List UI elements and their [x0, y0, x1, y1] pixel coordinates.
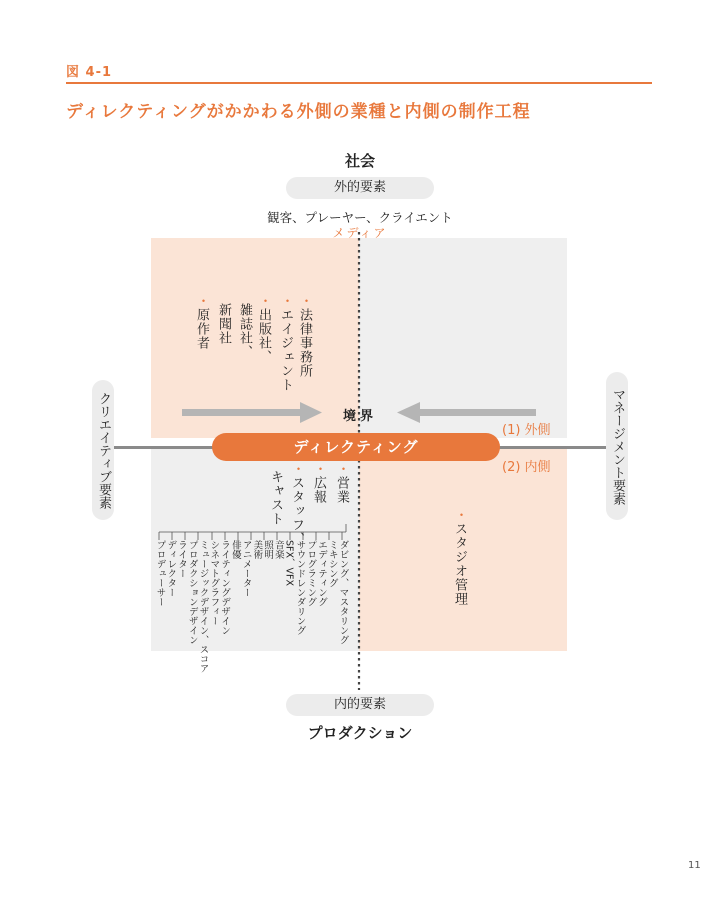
- staff-role-item: ライティングデザイン: [219, 540, 231, 635]
- staff-role-item: アニメーター: [240, 540, 252, 597]
- studio-management-item: ・スタジオ管理: [452, 508, 467, 606]
- figure-title: ディレクティングがかかわる外側の業種と内側の制作工程: [66, 102, 531, 122]
- outer-industry-item: ・原作者: [194, 294, 209, 350]
- horizontal-axis-right: [490, 446, 606, 449]
- outer-side-label: (1) 外側: [502, 423, 551, 438]
- staff-role-item: ディレクター: [165, 540, 177, 597]
- staff-role-item: ミキシング: [326, 540, 338, 588]
- outer-industry-item: 雑誌社、: [237, 303, 252, 359]
- staff-role-item: ライター: [176, 540, 188, 578]
- page-number: 11: [688, 860, 701, 871]
- directing-pill: ディレクティング: [212, 433, 500, 461]
- staff-role-item: プログラミング: [305, 540, 317, 607]
- horizontal-axis-left: [114, 446, 224, 449]
- inner-management-item: ・広報: [311, 462, 326, 504]
- outer-industry-item: ・エイジェント: [278, 294, 293, 392]
- inner-management-item: ・スタッフ、: [289, 462, 304, 546]
- staff-role-item: 照明: [262, 540, 274, 559]
- inner-management-item: キャスト: [268, 470, 283, 526]
- staff-bracket: [159, 524, 346, 540]
- inner-side-label: (2) 内側: [502, 460, 551, 475]
- management-elements-pill: [606, 372, 628, 520]
- staff-role-item: ダビング、マスタリング: [337, 540, 349, 645]
- society-heading: 社会: [344, 152, 375, 170]
- production-heading: プロダクション: [307, 724, 413, 742]
- internal-elements-pill: 内的要素: [286, 694, 434, 716]
- external-elements-pill: 外的要素: [286, 177, 434, 199]
- staff-role-item: 美術: [251, 540, 263, 559]
- arrow-right-icon: [182, 402, 322, 423]
- management-elements-label: マネージメント要素: [610, 387, 625, 505]
- outer-industry-item: ・出版社、: [256, 294, 271, 364]
- outer-industry-item: ・法律事務所: [297, 294, 312, 378]
- creative-elements-label: クリエイティブ要素: [96, 391, 111, 509]
- staff-role-item: エディティング: [315, 540, 327, 607]
- boundary-label: 境界: [342, 409, 377, 424]
- staff-role-item: シネマトグラフィー: [208, 540, 220, 626]
- staff-role-item: サウンドレンダリング: [294, 540, 306, 635]
- creative-elements-pill: [92, 380, 114, 520]
- figure-label: 図 4-1: [66, 65, 113, 80]
- media-label: メディア: [332, 226, 388, 240]
- staff-role-item: 俳優: [229, 540, 241, 559]
- staff-role-item: SFX、VFX: [283, 540, 295, 586]
- audience-label: 観客、プレーヤー、クライエント: [267, 210, 453, 225]
- outer-industry-item: 新聞社: [216, 303, 231, 345]
- inner-management-item: ・営業: [334, 462, 349, 504]
- staff-role-item: 音楽: [272, 540, 284, 559]
- staff-role-item: ミュージックデザイン、スコア: [197, 540, 209, 673]
- staff-role-item: プロダクションデザイン: [186, 540, 198, 645]
- staff-role-item: プロデューサー: [154, 540, 166, 607]
